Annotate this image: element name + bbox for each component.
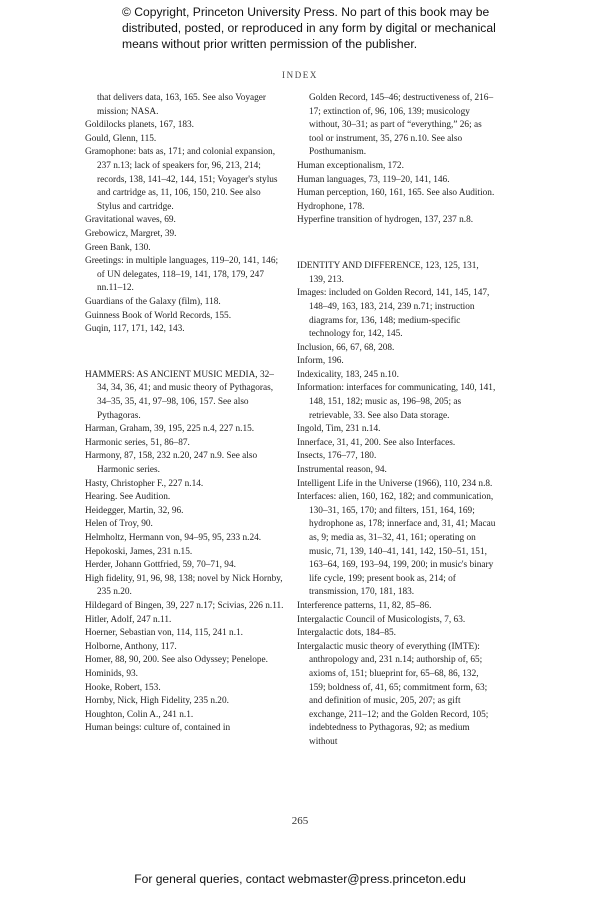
index-entry: Ingold, Tim, 231 n.14. xyxy=(297,424,381,435)
index-section-gap xyxy=(85,346,285,360)
index-entry: Gravitational waves, 69. xyxy=(85,215,176,226)
index-entry: Hepokoski, James, 231 n.15. xyxy=(85,546,193,557)
index-entry: Heidegger, Martin, 32, 96. xyxy=(85,505,184,516)
index-entry: Interfaces: alien, 160, 162, 182; and communication, 130–31, 165, 170; and filters, 151, 164, 169; hydrophone as, 178; innerface and, 31, 41; Macau as, 9; media as, 31–32, 41, 161; operating on music, 71, 139, 140–41, 141, 142, 150–51, 151, 163–64, 169, 193–94, 199, 200; in music's binary life cycle, 199; present book as, 214; of transmission, 170, 181, 183. xyxy=(297,492,496,598)
index-entry: Hearing. See Audition. xyxy=(85,492,171,503)
index-entry: Grebowicz, Margret, 39. xyxy=(85,228,177,239)
index-entry: Inform, 196. xyxy=(297,356,344,367)
index-entry: Insects, 176–77, 180. xyxy=(297,451,377,462)
index-entry: Hoerner, Sebastian von, 114, 115, 241 n.1. xyxy=(85,628,243,639)
index-entry: Gramophone: bats as, 171; and colonial expansion, 237 n.13; lack of speakers for, 96, 213, 214; records, 138, 141–42, 144, 151; Voyager's stylus and cartridge as, 11, 106, 150, 210. See also Stylus and cartridge. xyxy=(85,147,278,212)
index-entry: Guardians of the Galaxy (film), 118. xyxy=(85,296,221,307)
index-entry-continuation: Golden Record, 145–46; destructiveness of, 216–17; extinction of, 96, 106, 139; musicology without, 30–31; as part of “everything,” 26; as tool or instrument, 35, 276 n.10. See also Posthumanism. xyxy=(309,93,494,158)
index-entry: Human perception, 160, 161, 165. See also Audition. xyxy=(297,188,495,199)
index-entry: Greetings: in multiple languages, 119–20, 141, 146; of UN delegates, 118–19, 141, 178, 179, 247 nn.11–12. xyxy=(85,256,279,294)
index-entry: Harmony, 87, 158, 232 n.20, 247 n.9. See also Harmonic series. xyxy=(85,451,258,476)
index-entry: Hooke, Robert, 153. xyxy=(85,682,161,693)
index-entry: Harman, Graham, 39, 195, 225 n.4, 227 n.15. xyxy=(85,424,255,435)
index-entry: Hornby, Nick, High Fidelity, 235 n.20. xyxy=(85,696,229,707)
index-entry: Human beings: culture of, contained in xyxy=(85,723,231,734)
index-entry: Hominids, 93. xyxy=(85,668,138,679)
index-entry: Human languages, 73, 119–20, 141, 146. xyxy=(297,174,450,185)
index-entry: Inclusion, 66, 67, 68, 208. xyxy=(297,342,395,353)
index-entry: Intergalactic Council of Musicologists, 7, 63. xyxy=(297,614,466,625)
index-entry: Holborne, Anthony, 117. xyxy=(85,641,177,652)
index-entry: Information: interfaces for communicating, 140, 141, 148, 151, 182; music as, 196–98, 205; as retrievable, 33. See also Data storage. xyxy=(297,383,496,421)
index-entry: Hyperfine transition of hydrogen, 137, 237 n.8. xyxy=(297,215,474,226)
index-entry: Indexicality, 183, 245 n.10. xyxy=(297,369,399,380)
index-entry: Hasty, Christopher F., 227 n.14. xyxy=(85,478,204,489)
index-entry: Hitler, Adolf, 247 n.11. xyxy=(85,614,172,625)
index-entry: Intergalactic music theory of everything (IMTE): anthropology and, 231 n.14; authorship of, 65; axioms of, 151; blueprint for, 65–68, 86, 132, 159; boldness of, 41, 65; commitment form, 63; and definition of music, 205, 207; as gift exchange, 211–12; and the Golden Record, 105; indebtedness to Pythagoras, 92; as medium without xyxy=(297,641,489,747)
index-entry: Interference patterns, 11, 82, 85–86. xyxy=(297,600,432,611)
index-entry: Helmholtz, Hermann von, 94–95, 95, 233 n.24. xyxy=(85,533,262,543)
index-entry: Homer, 88, 90, 200. See also Odyssey; Penelope. xyxy=(85,655,268,666)
running-head: INDEX xyxy=(282,70,318,80)
index-entry: Hildegard of Bingen, 39, 227 n.17; Scivias, 226 n.11. xyxy=(85,600,284,611)
index-entry: Human exceptionalism, 172. xyxy=(297,160,404,171)
index-entry: Instrumental reason, 94. xyxy=(297,465,387,476)
index-entry: IDENTITY AND DIFFERENCE, 123, 125, 131, 139, 213. xyxy=(297,261,479,285)
index-entry-continuation: that delivers data, 163, 165. See also Voyager mission; NASA. xyxy=(97,93,267,117)
index-entry: Innerface, 31, 41, 200. See also Interfaces. xyxy=(297,437,456,448)
index-entry: Harmonic series, 51, 86–87. xyxy=(85,437,190,448)
index-entry: Images: included on Golden Record, 141, 145, 147, 148–49, 163, 183, 214, 239 n.71; instruction diagrams for, 136, 148; medium-specific technology for, 142, 145. xyxy=(297,288,490,340)
index-column-left xyxy=(85,92,285,736)
index-column-right xyxy=(297,92,497,750)
index-entry: Herder, Johann Gottfried, 59, 70–71, 94. xyxy=(85,560,236,571)
index-entry: Houghton, Colin A., 241 n.1. xyxy=(85,709,194,720)
index-entry: Intelligent Life in the Universe (1966), 110, 234 n.8. xyxy=(297,478,493,489)
index-entry: Intergalactic dots, 184–85. xyxy=(297,628,396,639)
index-entry: HAMMERS: AS ANCIENT MUSIC MEDIA, 32–34, 34, 36, 41; and music theory of Pythagoras, 34–35, 35, 41, 97–98, 106, 157. See also Pythagoras. xyxy=(85,369,274,421)
index-entry: High fidelity, 91, 96, 98, 138; novel by Nick Hornby, 235 n.20. xyxy=(85,573,283,598)
index-entry: Hydrophone, 178. xyxy=(297,201,365,212)
index-entry: Guqin, 117, 171, 142, 143. xyxy=(85,324,185,335)
index-entry: Helen of Troy, 90. xyxy=(85,519,153,530)
index-entry: Goldilocks planets, 167, 183. xyxy=(85,120,194,131)
index-entry: Gould, Glenn, 115. xyxy=(85,133,157,144)
index-entry: Guinness Book of World Records, 155. xyxy=(85,310,232,321)
footer-contact-notice: For general queries, contact webmaster@press.princeton.edu xyxy=(134,872,466,886)
index-section-gap xyxy=(297,237,497,251)
index-entry: Green Bank, 130. xyxy=(85,242,151,253)
copyright-notice: © Copyright, Princeton University Press. No part of this book may be distributed, posted, or reproduced in any form by digital or mechanical means without prior written permission of the publisher. xyxy=(122,5,496,51)
page-number: 265 xyxy=(291,815,309,827)
